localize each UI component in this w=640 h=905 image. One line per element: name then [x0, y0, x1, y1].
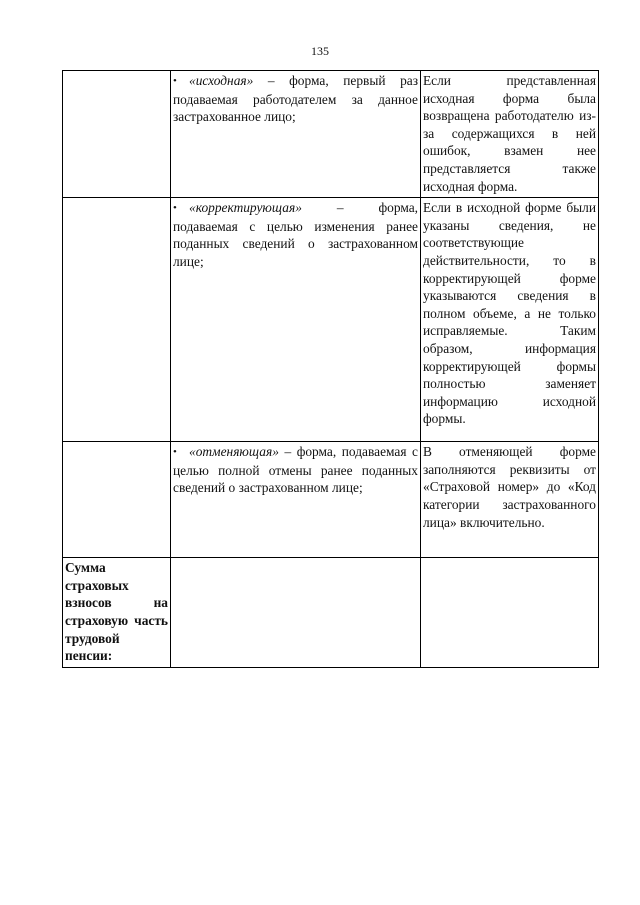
form-type-description: – форма, подаваемая с целью изменения ранее поданных сведений о застрахованном лице; — [173, 200, 418, 269]
page-number: 135 — [311, 44, 329, 58]
note-cell: В отменяющей форме заполняются реквизиты от «Страховой номер» до «Код категории застрахованного лица» включительно. — [421, 442, 599, 558]
empty-cell — [421, 558, 599, 668]
bullet-icon: • — [173, 202, 177, 215]
form-type-description: – форма, подаваемая с целью полной отмены ранее поданных сведений о застрахованном лице; — [173, 444, 418, 496]
row-label-cell — [63, 442, 171, 558]
note-cell: Если в исходной форме были указаны сведения, не соответствующие действительности, то в корректирующей форме указываются сведения в полном объеме, а не только исправляемые. Таким образом, информация корректирующей формы полностью заменяет информацию исходной формы. — [421, 198, 599, 442]
form-type-term: «исходная» — [189, 73, 254, 88]
table-row — [63, 71, 599, 198]
table-row — [63, 198, 599, 442]
table-row — [63, 442, 599, 558]
form-type-cell — [171, 71, 421, 198]
empty-cell — [171, 558, 421, 668]
bullet-icon: • — [173, 75, 177, 87]
table-row — [63, 558, 599, 668]
form-types-table — [62, 70, 599, 668]
form-type-term: «отменяющая» — [189, 444, 279, 460]
form-type-cell — [171, 198, 421, 442]
form-type-cell — [171, 442, 421, 558]
note-cell: Если представленная исходная форма была возвращена работодателю из-за содержащихся в ней ошибок, взамен нее представляется также исходная форма. — [421, 71, 599, 198]
row-label-cell — [63, 198, 171, 442]
form-type-term: «корректирующая» — [189, 200, 302, 216]
row-label-cell — [63, 71, 171, 198]
form-type-description: – форма, первый раз подаваемая работодателем за данное застрахованное лицо; — [173, 73, 418, 125]
section-heading-cell: Сумма страховых взносов на страховую часть трудовой пенсии: — [63, 558, 171, 668]
bullet-icon: • — [173, 446, 177, 459]
